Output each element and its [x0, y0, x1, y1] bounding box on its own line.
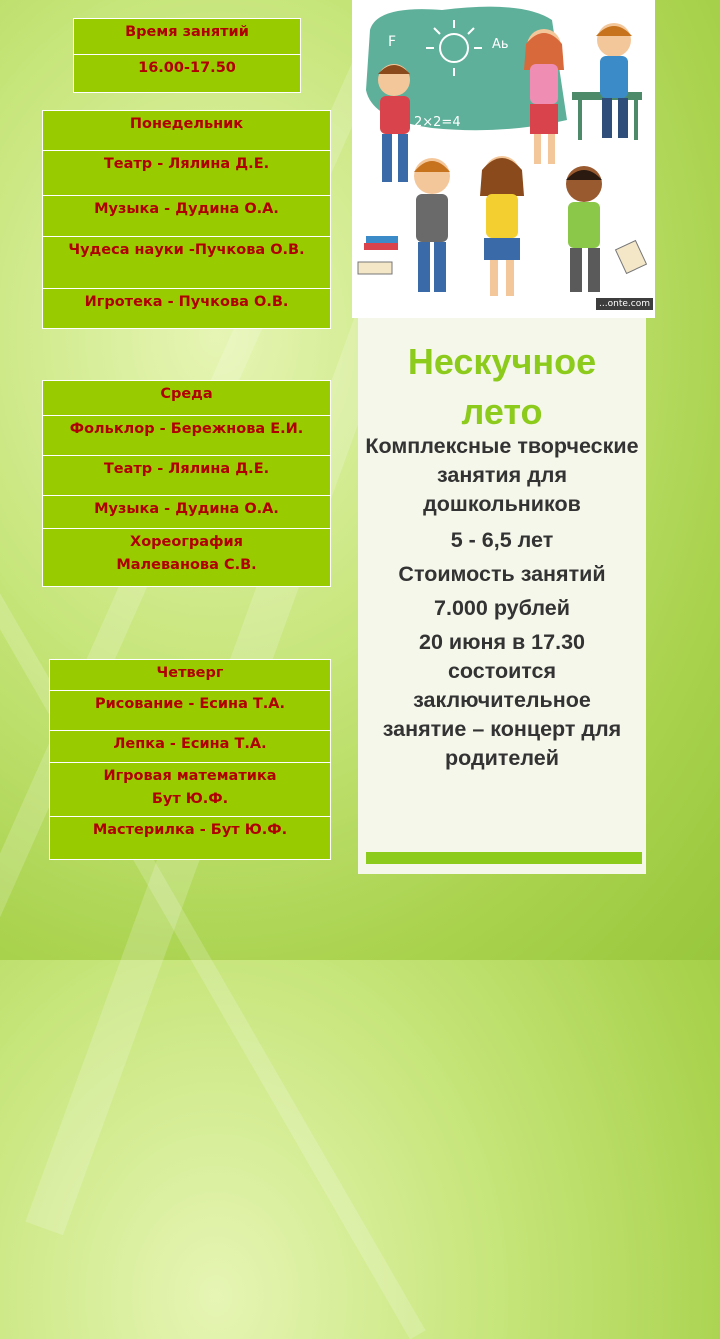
monday-row: Театр - Лялина Д.Е. [43, 151, 331, 196]
monday-row: Чудеса науки -Пучкова О.В. [43, 237, 331, 289]
wednesday-table [42, 380, 331, 587]
board-letter: Аь [492, 37, 509, 52]
promo-age: 5 - 6,5 лет [450, 528, 554, 552]
thursday-row: Рисование - Есина Т.А. [50, 691, 331, 731]
monday-day-header: Понедельник [43, 111, 331, 151]
time-table [73, 18, 301, 93]
wednesday-row: Театр - Лялина Д.Е. [43, 456, 331, 496]
kid-figure [480, 156, 524, 296]
time-header: Время занятий [74, 19, 301, 55]
thursday-row: Лепка - Есина Т.А. [50, 731, 331, 763]
thursday-day-header: Четверг [50, 660, 331, 691]
time-value: 16.00-17.50 [74, 55, 301, 93]
kid-figure [378, 64, 410, 182]
thursday-table [49, 659, 331, 860]
promo-title-line2: лето [461, 391, 543, 432]
kid-figure [524, 29, 564, 164]
promo-title-line1: Нескучное [407, 341, 597, 382]
board-letter: 2×2=4 [414, 115, 461, 130]
wednesday-row: Музыка - Дудина О.А. [43, 496, 331, 529]
thursday-row: Мастерилка - Бут Ю.Ф. [50, 817, 331, 860]
kid-figure [596, 23, 632, 138]
wednesday-row: Хореография Малеванова С.В. [43, 529, 331, 587]
books [366, 236, 398, 243]
thursday-row: Игровая математика Бут Ю.Ф. [50, 763, 331, 817]
watermark: ...onte.com [596, 298, 653, 310]
board-letter: F [388, 34, 397, 50]
monday-row: Игротека - Пучкова О.В. [43, 289, 331, 329]
monday-table [42, 110, 331, 329]
promo-description: Комплексные творческие занятия для дошкольников [365, 434, 639, 516]
kid-figure [566, 166, 602, 292]
monday-row: Музыка - Дудина О.А. [43, 196, 331, 237]
kids-drawing [352, 0, 655, 318]
promo-green-bar [366, 852, 642, 864]
wednesday-row: Фольклор - Бережнова Е.И. [43, 416, 331, 456]
wednesday-day-header: Среда [43, 381, 331, 416]
promo-price-label: Стоимость занятий [398, 562, 606, 586]
promo-event: 20 июня в 17.30 состоится заключительное занятие – концерт для родителей [382, 630, 622, 770]
promo-panel [358, 318, 646, 874]
promo-price: 7.000 рублей [434, 596, 570, 620]
kids-illustration [352, 0, 655, 318]
kid-figure [414, 158, 450, 292]
